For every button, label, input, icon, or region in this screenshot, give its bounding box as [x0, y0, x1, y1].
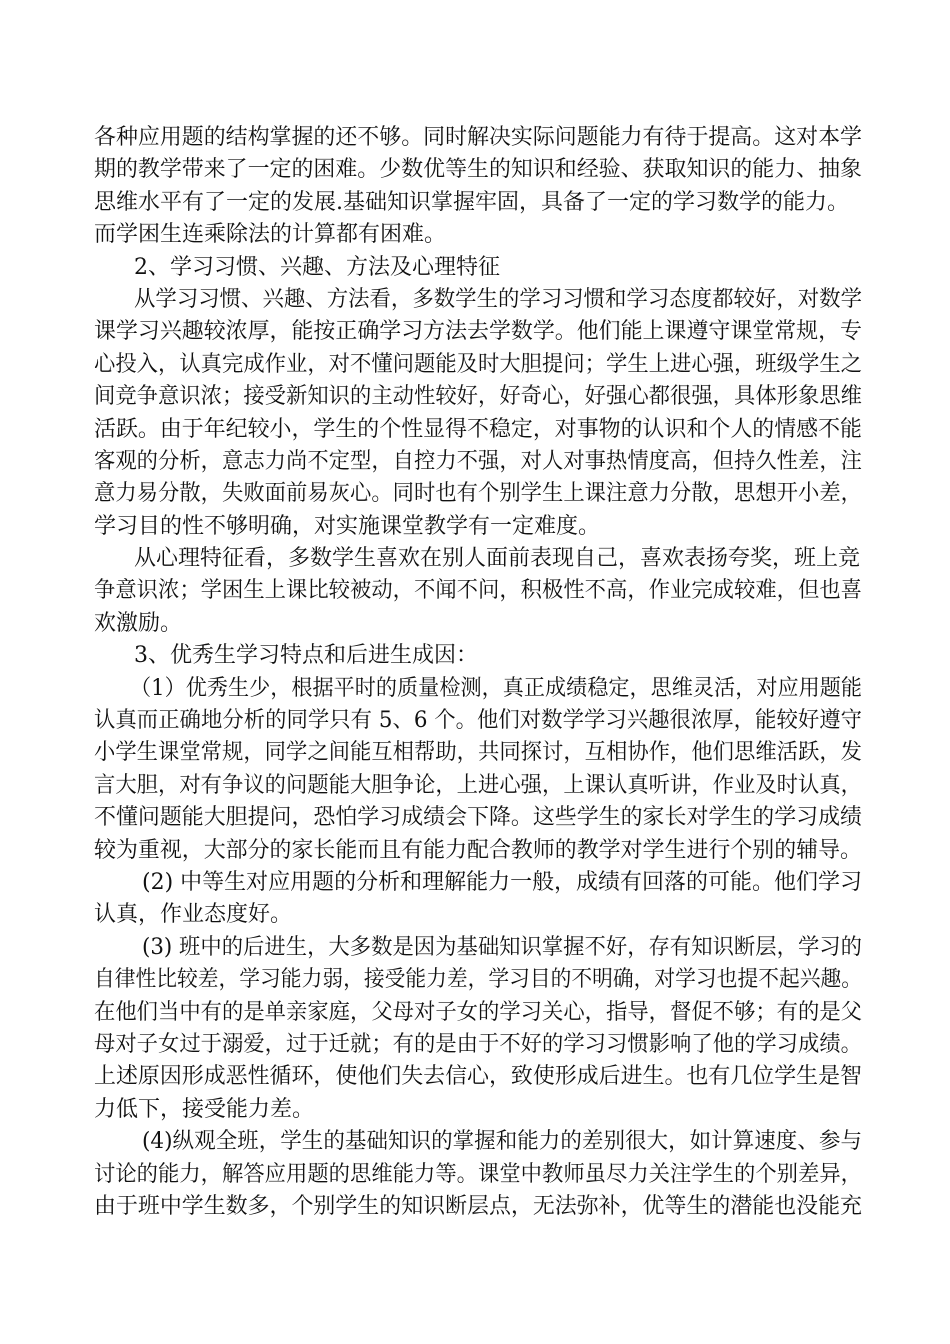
text-line: 在他们当中有的是单亲家庭，父母对子女的学习关心，指导，督促不够；有的是父: [94, 999, 862, 1025]
text-line: 认真而正确地分析的同学只有 5、6 个。他们对数学学习兴趣很浓厚，能较好遵守: [94, 708, 862, 734]
text-line: 较为重视，大部分的家长能而且有能力配合教师的教学对学生进行个别的辅导。: [94, 837, 862, 863]
text-line: 上述原因形成恶性循环，使他们失去信心，致使形成后进生。也有几位学生是智: [94, 1064, 862, 1090]
text-line: 间竞争意识浓；接受新知识的主动性较好，好奇心，好强心都很强，具体形象思维: [94, 384, 862, 410]
text-line: 客观的分析，意志力尚不定型，自控力不强，对人对事热情度高，但持久性差，注: [94, 448, 862, 474]
text-line: 争意识浓；学困生上课比较被动，不闻不问，积极性不高，作业完成较难，但也喜: [94, 578, 862, 604]
text-line: （1）优秀生少，根据平时的质量检测，真正成绩稳定，思维灵活，对应用题能: [130, 675, 862, 701]
text-line: 不懂问题能大胆提问，恐怕学习成绩会下降。这些学生的家长对学生的学习成绩: [94, 805, 862, 831]
text-line: 思维水平有了一定的发展.基础知识掌握牢固，具备了一定的学习数学的能力。: [94, 189, 849, 215]
text-line: 课学习兴趣较浓厚，能按正确学习方法去学数学。他们能上课遵守课堂常规，专: [94, 319, 862, 345]
text-line: 而学困生连乘除法的计算都有困难。: [94, 222, 447, 248]
text-line: 认真，作业态度好。: [94, 902, 293, 928]
text-line: (4)纵观全班，学生的基础知识的掌握和能力的差别很大，如计算速度、参与: [142, 1129, 862, 1155]
text-line: 期的教学带来了一定的困难。少数优等生的知识和经验、获取知识的能力、抽象: [94, 157, 862, 183]
text-line: 心投入，认真完成作业，对不懂问题能及时大胆提问；学生上进心强，班级学生之: [94, 351, 862, 377]
document-page: [94, 122, 862, 1223]
text-line: 讨论的能力，解答应用题的思维能力等。课堂中教师虽尽力关注学生的个别差异，: [94, 1161, 862, 1187]
text-line: 小学生课堂常规，同学之间能互相帮助，共同探讨，互相协作，他们思维活跃，发: [94, 740, 862, 766]
text-line: 3、优秀生学习特点和后进生成因：: [134, 643, 478, 669]
text-line: 自律性比较差，学习能力弱，接受能力差，学习目的不明确，对学习也提不起兴趣。: [94, 967, 862, 993]
text-line: 意力易分散，失败面前易灰心。同时也有个别学生上课注意力分散，思想开小差，: [94, 481, 862, 507]
text-line: 活跃。由于年纪较小，学生的个性显得不稳定，对事物的认识和个人的情感不能: [94, 416, 862, 442]
text-line: 欢激励。: [94, 610, 183, 636]
text-line: 力低下，接受能力差。: [94, 1096, 315, 1122]
text-line: 由于班中学生数多，个别学生的知识断层点，无法弥补，优等生的潜能也没能充: [94, 1193, 862, 1219]
text-line: (2) 中等生对应用题的分析和理解能力一般，成绩有回落的可能。他们学习: [142, 869, 862, 895]
text-line: 各种应用题的结构掌握的还不够。同时解决实际问题能力有待于提高。这对本学: [94, 125, 862, 150]
text-line: (3) 班中的后进生，大多数是因为基础知识掌握不好，存有知识断层，学习的: [142, 934, 862, 960]
text-line: 2、学习习惯、兴趣、方法及心理特征: [134, 254, 500, 280]
text-line: 学习目的性不够明确，对实施课堂教学有一定难度。: [94, 513, 601, 539]
text-line: 言大胆，对有争议的问题能大胆争论，上进心强，上课认真听讲，作业及时认真，: [94, 772, 862, 798]
text-line: 从心理特征看，多数学生喜欢在别人面前表现自己，喜欢表扬夸奖，班上竞: [134, 546, 861, 572]
text-line: 母对子女过于溺爱，过于迁就；有的是由于不好的学习习惯影响了他的学习成绩。: [94, 1031, 862, 1057]
text-line: 从学习习惯、兴趣、方法看，多数学生的学习习惯和学习态度都较好，对数学: [134, 286, 862, 312]
